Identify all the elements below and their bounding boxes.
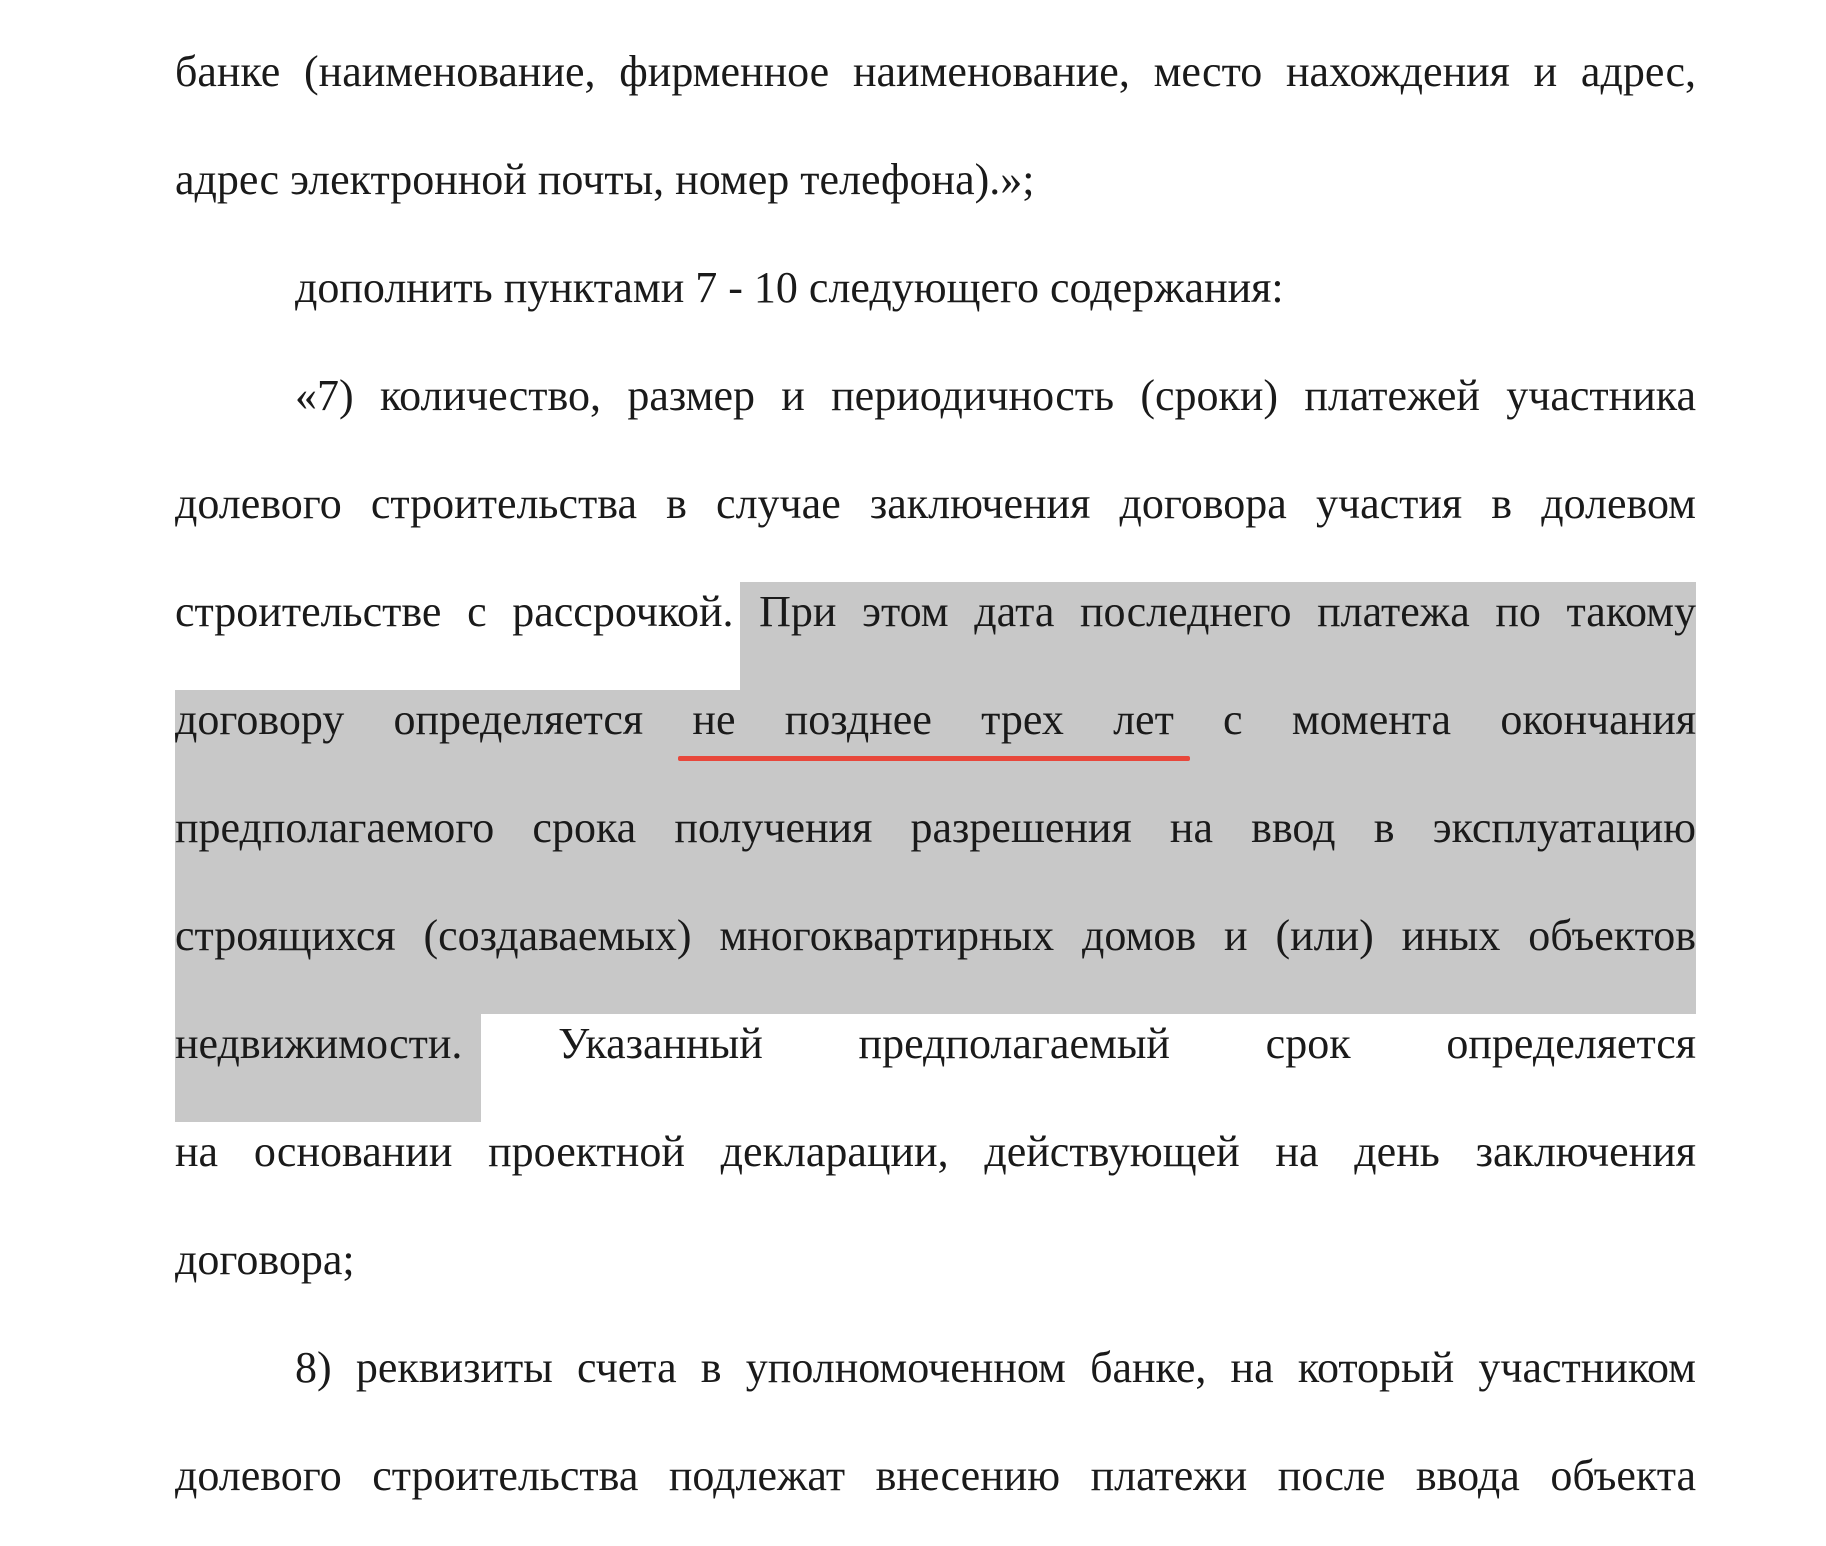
document-line: строящихся (создаваемых) многоквартирных домов и (или) иных объектов [175, 911, 1696, 960]
document-line: на основании проектной декларации, действующей на день заключения [175, 1127, 1696, 1176]
document-line: строительстве с рассрочкой. При этом дата последнего платежа по такому [175, 587, 1696, 636]
document-line: банке (наименование, фирменное наименование, место нахождения и адрес, [175, 47, 1696, 96]
document-line: адрес электронной почты, номер телефона).»; [175, 155, 1035, 204]
document-line: дополнить пунктами 7 - 10 следующего содержания: [295, 263, 1284, 312]
document-line: долевого строительства в случае заключения договора участия в долевом [175, 479, 1696, 528]
document-line: 8) реквизиты счета в уполномоченном банке, на который участником [295, 1343, 1696, 1392]
document-line: недвижимости. Указанный предполагаемый срок определяется [175, 1019, 1696, 1068]
document-line: долевого строительства подлежат внесению платежи после ввода объекта [175, 1451, 1696, 1500]
document-line: предполагаемого срока получения разрешения на ввод в эксплуатацию [175, 803, 1696, 852]
document-line: «7) количество, размер и периодичность (сроки) платежей участника [295, 371, 1696, 420]
document-line: договора; [175, 1235, 355, 1284]
document-line: договору определяется не позднее трех лет с момента окончания [175, 695, 1696, 744]
red-underline-annotation [678, 756, 1190, 761]
